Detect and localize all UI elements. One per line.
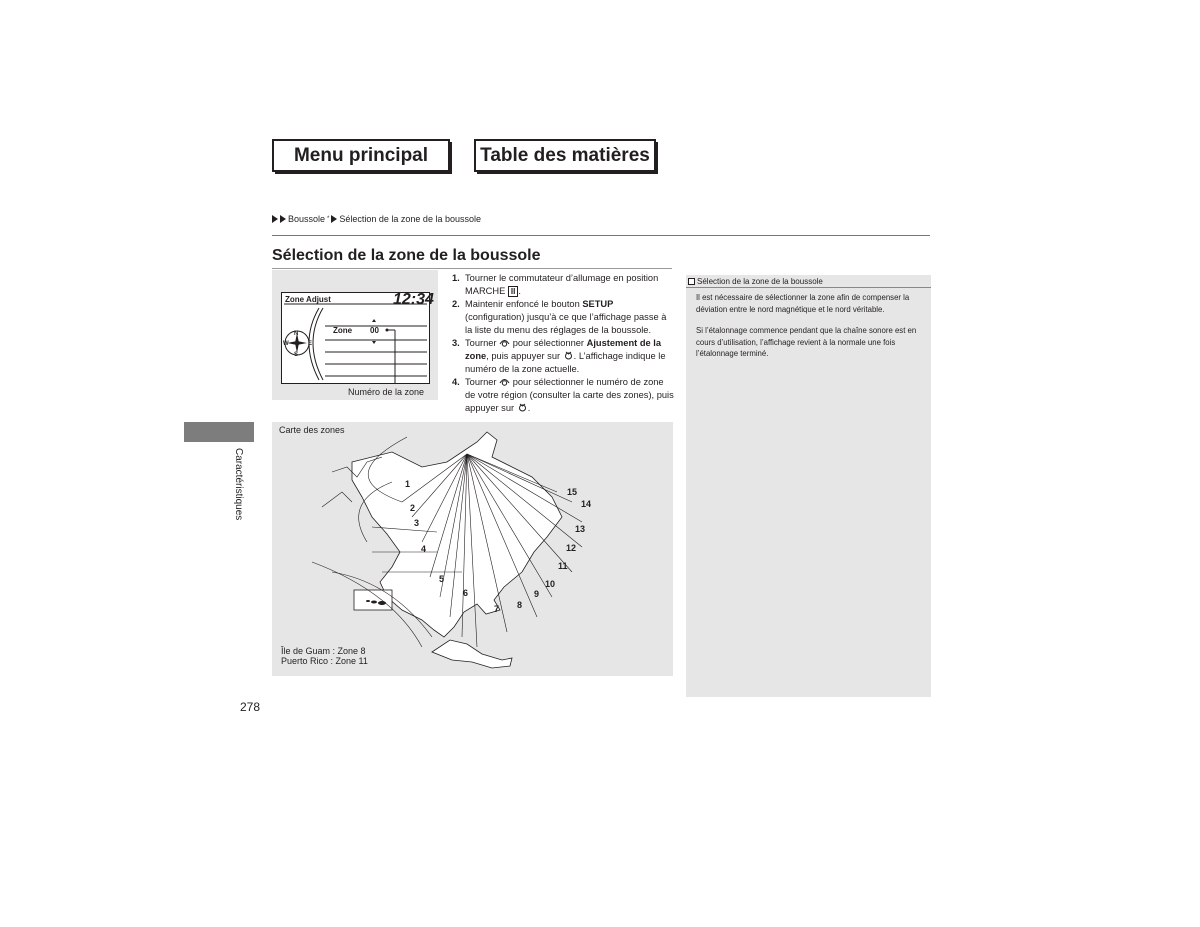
step-text: , puis appuyer sur [486,351,563,361]
rotate-knob-icon [499,377,510,386]
press-knob-icon [563,351,574,360]
step-1 [452,272,674,298]
ignition-position-icon: II [508,286,518,297]
title-divider [272,268,672,269]
table-of-contents-button[interactable] [474,139,656,172]
zone-label-5: 5 [439,574,445,584]
sidebar-heading [688,277,823,286]
header-divider [272,235,930,236]
chapter-tab-label: Caractéristiques [233,448,244,521]
instruction-steps [452,272,674,415]
setup-button-label: SETUP [582,299,614,309]
chapter-tab[interactable] [184,422,254,442]
page-number: 278 [240,700,261,714]
step-number: 3. [452,338,460,348]
zone-adjust-label: Ajustement de la zone [465,338,662,361]
zone-label-7: 7 [494,604,500,614]
compass-north: N [294,331,299,337]
note-icon [688,278,695,285]
step-number: 4. [452,377,460,387]
breadcrumb-arrow-icon [272,215,278,223]
zone-label-9: 9 [534,589,540,599]
zone-label-6: 6 [463,588,469,598]
sidebar-paragraph-2: Si l’étalonnage commence pendant que la chaîne sonore est en cours d’utilisation, l’affichage revient à la normale une fois l’étalonnage terminé. [696,326,917,358]
step-text: . [518,286,521,296]
zone-label-2: 2 [410,503,416,513]
guam-zone-note: Île de Guam : Zone 8 [281,646,366,656]
zone-map-title: Carte des zones [279,425,345,435]
breadcrumb-current: Sélection de la zone de la boussole [339,214,481,224]
sidebar-divider [686,287,931,288]
zone-label-4: 4 [421,544,427,554]
screen-zone-label: Zone [333,326,353,335]
puerto-rico-zone-note: Puerto Rico : Zone 11 [281,656,368,666]
compass-south: S [294,352,299,358]
breadcrumb-arrow-icon [280,215,286,223]
screen-clock: 12:34 [393,291,434,308]
step-text: pour sélectionner le numéro de zone de votre région (consulter la carte des zones), puis appuyer sur [465,377,674,413]
zone-label-8: 8 [517,600,523,610]
main-menu-button[interactable] [272,139,450,172]
zone-number-caption: Numéro de la zone [348,387,425,397]
breadcrumb-link-compass[interactable]: Boussole [288,214,326,224]
step-4 [452,376,674,415]
screen-zone-value: 00 [370,326,379,335]
zone-label-3: 3 [414,518,420,528]
step-text: Tourner [465,377,500,387]
step-number: 2. [452,299,460,309]
compass-east: E [308,341,313,347]
step-text: Maintenir enfoncé le bouton [465,299,583,309]
sidebar-heading-text: Sélection de la zone de la boussole [697,277,823,286]
step-text: . L’affichage indique le numéro de la zone actuelle. [465,351,666,374]
step-3 [452,337,674,376]
step-2 [452,298,674,337]
zone-label-13: 13 [575,524,586,534]
zone-label-11: 11 [558,561,568,571]
zone-label-12: 12 [566,543,577,553]
zone-label-14: 14 [581,499,592,509]
zone-map-drawing [272,422,673,676]
zone-label-1: 1 [405,479,411,489]
breadcrumb-arrow-icon [331,215,337,223]
main-menu-label: Menu principal [293,144,429,166]
step-text: pour sélectionner [510,338,587,348]
step-text: Tourner le commutateur d’allumage en position MARCHE [465,273,659,296]
compass-west: W [283,341,289,347]
breadcrumb: Boussole * Sélection de la zone de la boussole [272,214,481,224]
press-knob-icon [517,403,528,412]
step-text: Tourner [465,338,500,348]
step-number: 1. [452,273,460,283]
step-text: (configuration) jusqu’à ce que l’affichage passe à la liste du menu des réglages de la boussole. [465,312,667,335]
rotate-knob-icon [499,338,510,347]
zone-label-15: 15 [567,487,578,497]
section-title: Sélection de la zone de la boussole [272,247,541,264]
screen-heading: Zone Adjust [285,295,331,304]
sidebar-paragraph-1: Il est nécessaire de sélectionner la zone afin de compenser la déviation entre le nord magnétique et le nord véritable. [696,293,910,314]
zone-label-10: 10 [545,579,556,589]
step-text: . [527,403,531,413]
toc-label: Table des matières [480,144,650,166]
